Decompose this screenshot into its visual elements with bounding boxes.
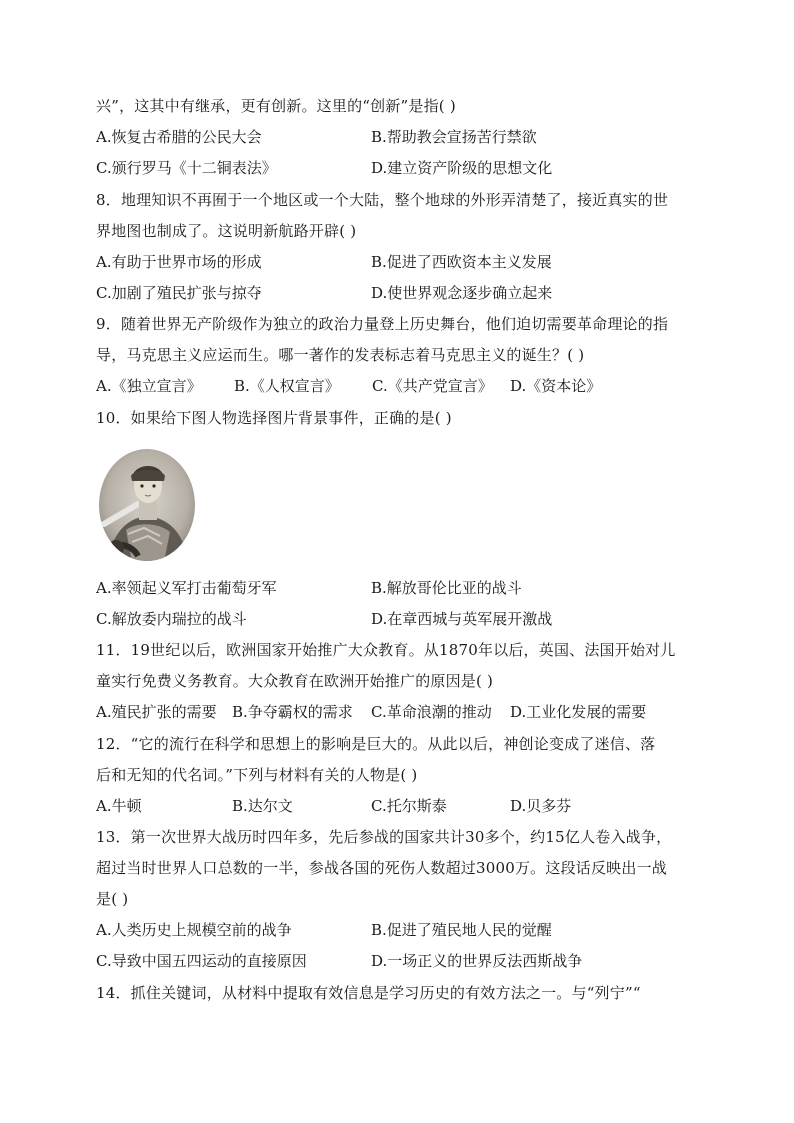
q10-option-d: D.在章西城与英军展开激战 [371, 610, 553, 628]
q12-stem-line2: 后和无知的代名词。”下列与材料有关的人物是( ) [96, 766, 418, 784]
q7-stem-continuation: 兴”，这其中有继承，更有创新。这里的“创新”是指( ) [96, 97, 456, 115]
q13-stem-line1: 13．第一次世界大战历时四年多，先后参战的国家共计30多个，约15亿人卷入战争， [96, 828, 672, 846]
q12-option-b: B.达尔文 [232, 797, 293, 815]
q7-option-b: B.帮助教会宣扬苦行禁欲 [371, 128, 537, 146]
q11-option-a: A.殖民扩张的需要 [96, 703, 217, 721]
q12-stem-line1: 12．“它的流行在科学和思想上的影响是巨大的。从此以后，神创论变成了迷信、落 [96, 735, 656, 753]
q10-option-c: C.解放委内瑞拉的战斗 [96, 610, 247, 628]
q8-option-c: C.加剧了殖民扩张与掠夺 [96, 284, 262, 302]
q13-option-c: C.导致中国五四运动的直接原因 [96, 952, 307, 970]
q9-option-a: A.《独立宣言》 [96, 377, 202, 395]
q11-stem-line1: 11．19世纪以后，欧洲国家开始推广大众教育。从1870年以后，英国、法国开始对儿 [96, 641, 676, 659]
q8-option-d: D.使世界观念逐步确立起来 [371, 284, 553, 302]
q9-stem-line2: 导，马克思主义应运而生。哪一著作的发表标志着马克思主义的诞生？( ) [96, 346, 585, 364]
q9-option-b: B.《人权宣言》 [234, 377, 340, 395]
q13-option-a: A.人类历史上规模空前的战争 [96, 921, 292, 939]
q7-option-d: D.建立资产阶级的思想文化 [371, 159, 553, 177]
q9-stem-line1: 9．随着世界无产阶级作为独立的政治力量登上历史舞台，他们迫切需要革命理论的指 [96, 315, 669, 333]
q13-option-d: D.一场正义的世界反法西斯战争 [371, 952, 583, 970]
q13-stem-line2: 超过当时世界人口总数的一半，参战各国的死伤人数超过3000万。这段话反映出一战 [96, 859, 667, 877]
q13-option-b: B.促进了殖民地人民的觉醒 [371, 921, 552, 939]
q11-option-c: C.革命浪潮的推动 [371, 703, 492, 721]
q9-option-c: C.《共产党宣言》 [372, 377, 493, 395]
q8-stem-line1: 8．地理知识不再囿于一个地区或一个大陆，整个地球的外形弄清楚了，接近真实的世 [96, 191, 669, 209]
q12-option-a: A.牛顿 [96, 797, 142, 815]
q11-option-b: B.争夺霸权的需求 [232, 703, 353, 721]
q14-stem-line1: 14．抓住关键词，从材料中提取有效信息是学习历史的有效方法之一。与“列宁”“ [96, 984, 641, 1002]
q7-option-a: A.恢复古希腊的公民大会 [96, 128, 262, 146]
q10-stem: 10．如果给下图人物选择图片背景事件，正确的是( ) [96, 409, 452, 427]
q7-option-c: C.颁行罗马《十二铜表法》 [96, 159, 277, 177]
q8-stem-line2: 界地图也制成了。这说明新航路开辟( ) [96, 222, 357, 240]
q8-option-b: B.促进了西欧资本主义发展 [371, 253, 552, 271]
q13-stem-line3: 是( ) [96, 890, 129, 908]
q9-option-d: D.《资本论》 [510, 377, 602, 395]
q11-option-d: D.工业化发展的需要 [510, 703, 647, 721]
q10-option-a: A.率领起义军打击葡萄牙军 [96, 579, 277, 597]
q11-stem-line2: 童实行免费义务教育。大众教育在欧洲开始推广的原因是( ) [96, 672, 494, 690]
q8-option-a: A.有助于世界市场的形成 [96, 253, 262, 271]
q10-option-b: B.解放哥伦比亚的战斗 [371, 579, 522, 597]
q12-option-c: C.托尔斯泰 [371, 797, 447, 815]
q12-option-d: D.贝多芬 [510, 797, 572, 815]
historical-figure-portrait [98, 448, 196, 562]
